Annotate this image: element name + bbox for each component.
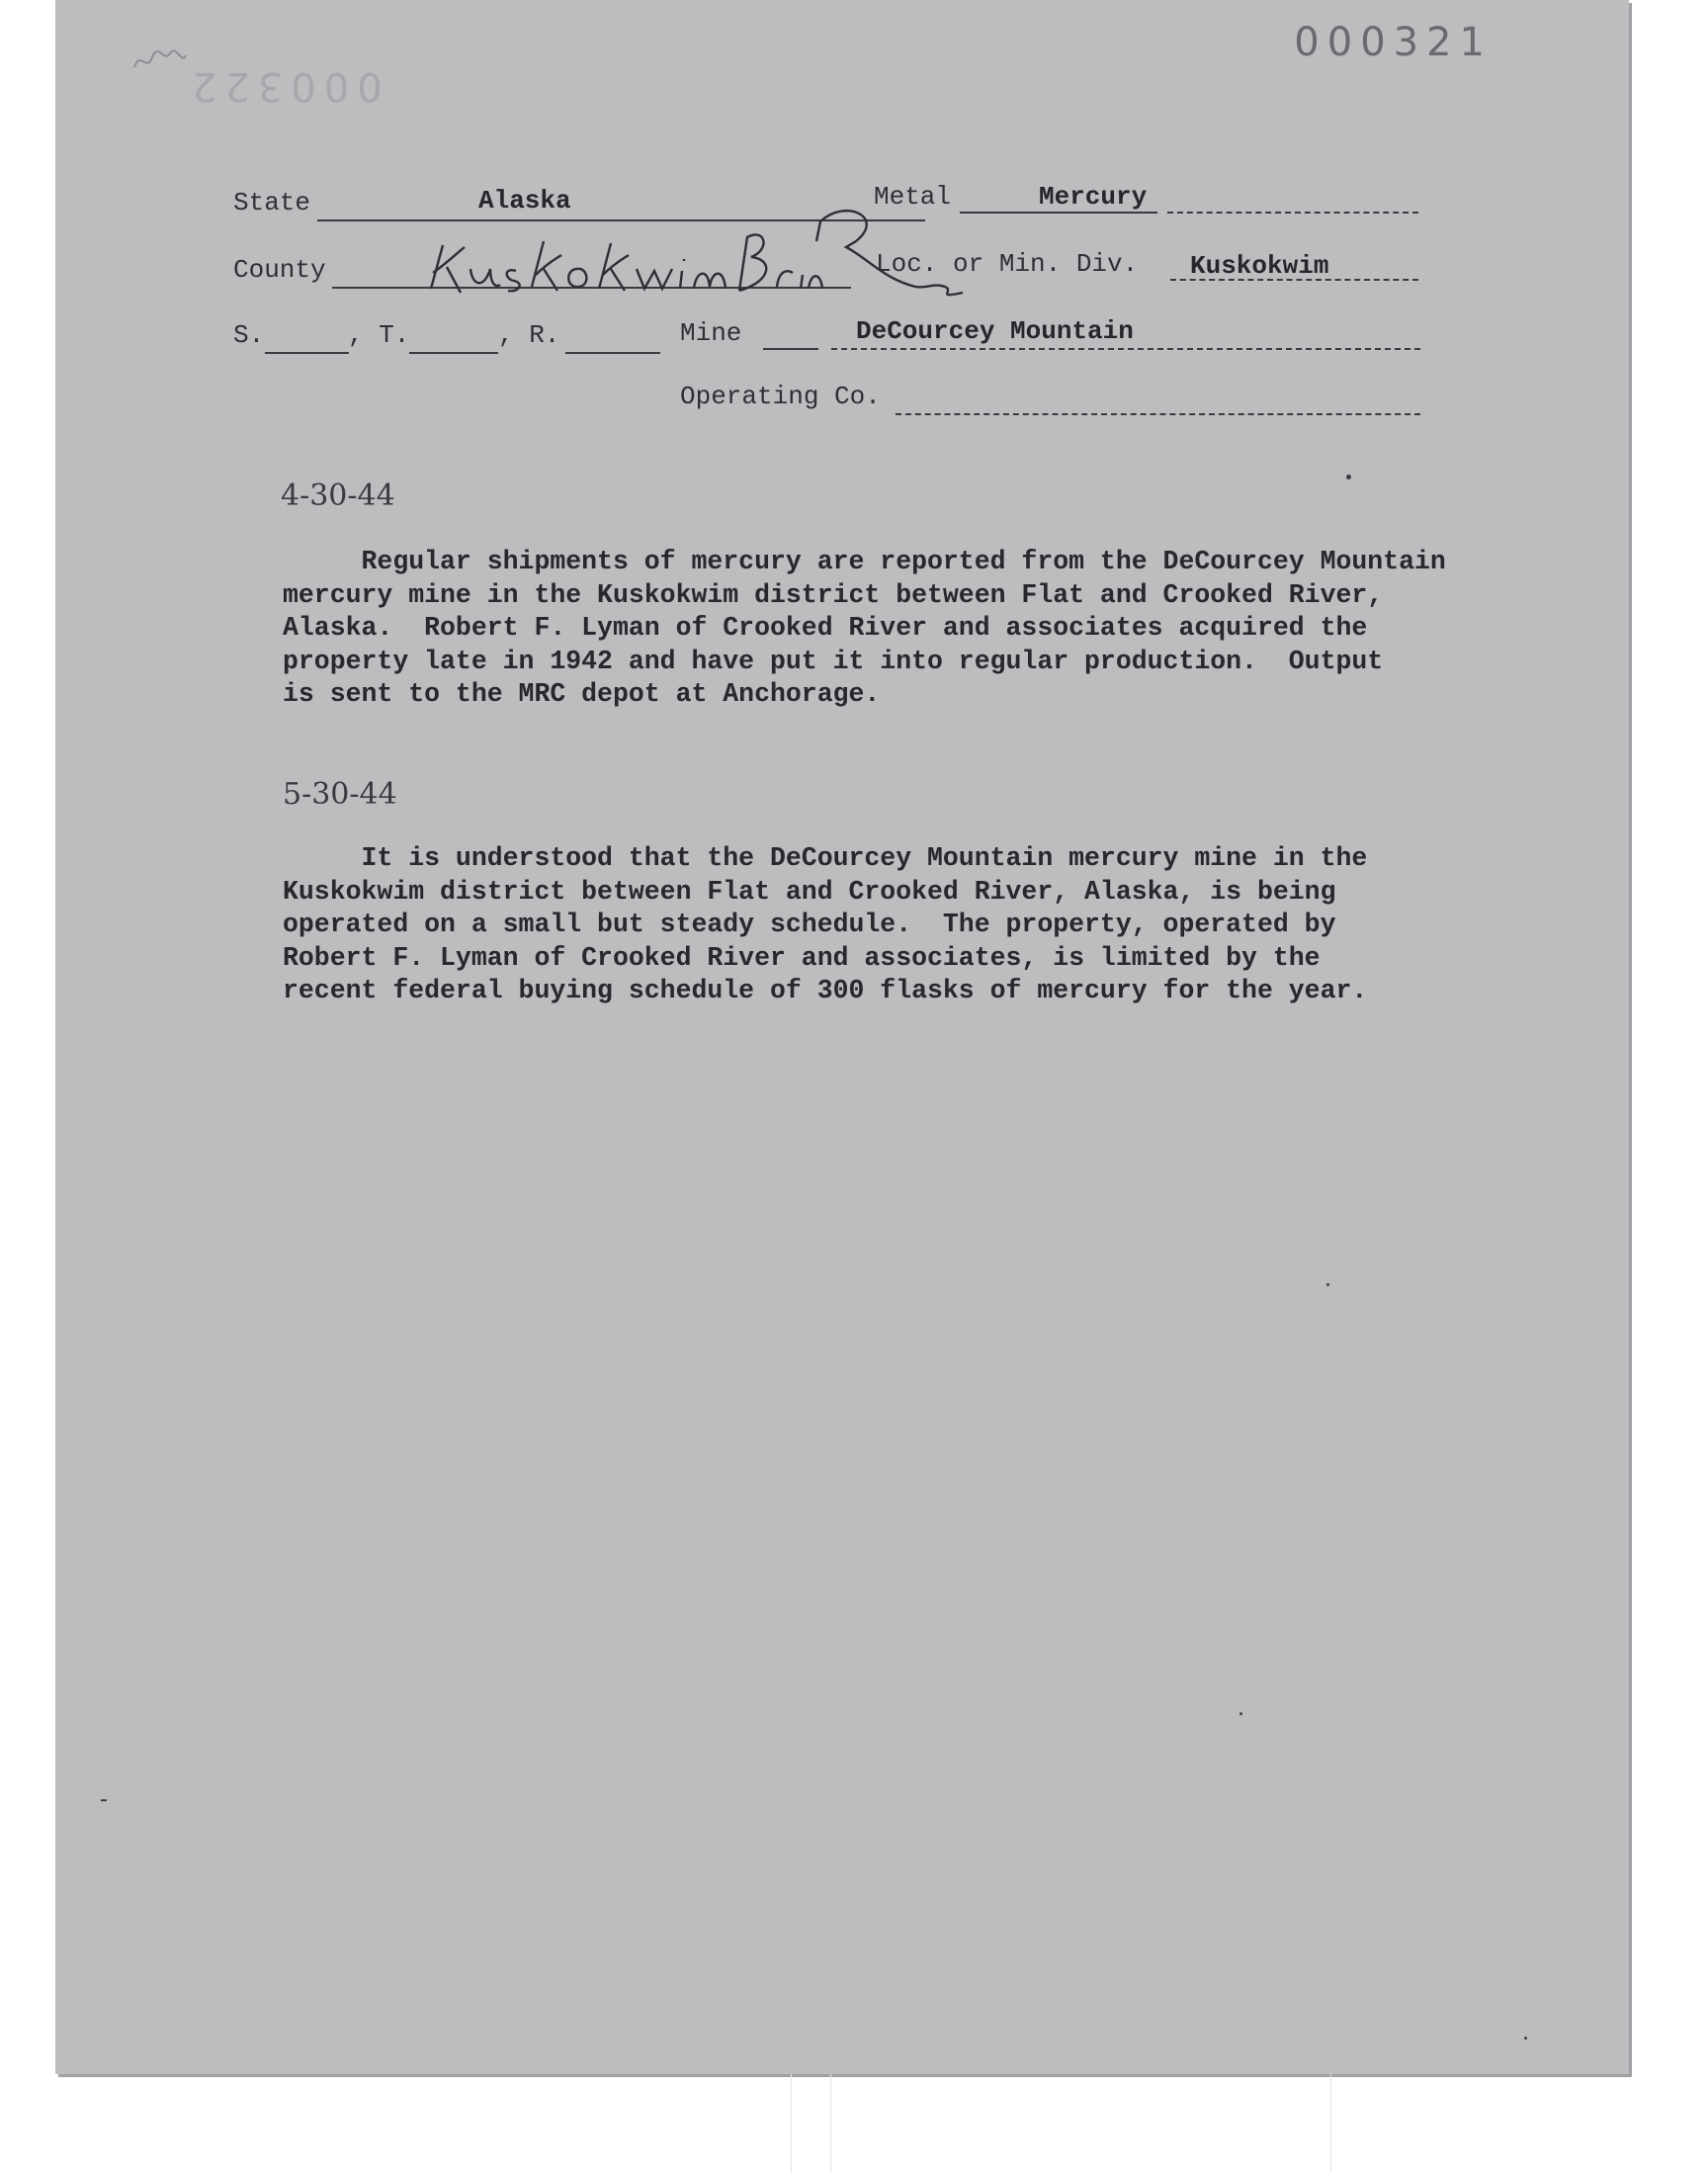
metal-value: Mercury bbox=[1039, 182, 1148, 212]
state-label: State bbox=[233, 188, 311, 218]
metal-blank bbox=[960, 212, 1157, 214]
entry-line: It is understood that the DeCourcey Mountain mercury mine in the bbox=[283, 843, 1368, 873]
county-label: County bbox=[233, 255, 326, 285]
entry-line: Robert F. Lyman of Crooked River and associates, is limited by the bbox=[283, 942, 1321, 973]
entry-line: mercury mine in the Kuskokwim district between Flat and Crooked River, bbox=[283, 579, 1384, 610]
operating-label: Operating Co. bbox=[680, 382, 881, 411]
section-blank bbox=[265, 352, 349, 354]
paper-speck bbox=[101, 1799, 107, 1801]
entry-text bbox=[283, 546, 1446, 712]
metal-label: Metal bbox=[874, 182, 952, 212]
metal-blank-dashed bbox=[1167, 212, 1418, 214]
entry-line: Regular shipments of mercury are reported from the DeCourcey Mountain bbox=[283, 547, 1446, 576]
scan-edge-line bbox=[791, 2074, 792, 2173]
document-stamp-number: 000321 bbox=[1294, 20, 1493, 65]
mine-value: DeCourcey Mountain bbox=[856, 316, 1134, 346]
mine-label: Mine bbox=[680, 318, 742, 348]
entry-line: Alaska. Robert F. Lyman of Crooked River and associates acquired the bbox=[283, 613, 1368, 643]
entry-date: 4-30-44 bbox=[281, 478, 395, 513]
entry-line: is sent to the MRC depot at Anchorage. bbox=[283, 679, 881, 709]
range-label: , R. bbox=[498, 320, 560, 350]
loc-value: Kuskokwim bbox=[1190, 251, 1329, 281]
paper-speck bbox=[1524, 2037, 1527, 2040]
scan-edge-line bbox=[1330, 2074, 1331, 2173]
range-blank bbox=[565, 352, 660, 354]
state-value: Alaska bbox=[478, 186, 571, 216]
loc-label: Loc. or Min. Div. bbox=[876, 249, 1139, 279]
scan-edge-line bbox=[830, 2074, 831, 2173]
mine-blank bbox=[763, 348, 818, 350]
initials-scrawl bbox=[130, 44, 190, 79]
entry-line: Kuskokwim district between Flat and Crooked River, Alaska, is being bbox=[283, 876, 1336, 907]
entry-date: 5-30-44 bbox=[283, 777, 397, 812]
document-page bbox=[55, 0, 1629, 2074]
paper-speck bbox=[1346, 475, 1351, 479]
paper-speck bbox=[1239, 1712, 1242, 1715]
mine-blank-dashed bbox=[831, 348, 1420, 350]
entry-line: operated on a small but steady schedule. The property, operated by bbox=[283, 910, 1336, 939]
paper-speck bbox=[1326, 1283, 1329, 1286]
township-blank bbox=[409, 352, 498, 354]
entry-text bbox=[283, 842, 1367, 1008]
entry-line: property late in 1942 and have put it into regular production. Output bbox=[283, 646, 1384, 676]
township-label: , T. bbox=[348, 320, 410, 350]
section-label: S. bbox=[233, 320, 265, 350]
entry-line: recent federal buying schedule of 300 flasks of mercury for the year. bbox=[283, 976, 1368, 1005]
ghost-stamp-number: 000322 bbox=[184, 63, 383, 109]
operating-blank bbox=[896, 413, 1420, 415]
